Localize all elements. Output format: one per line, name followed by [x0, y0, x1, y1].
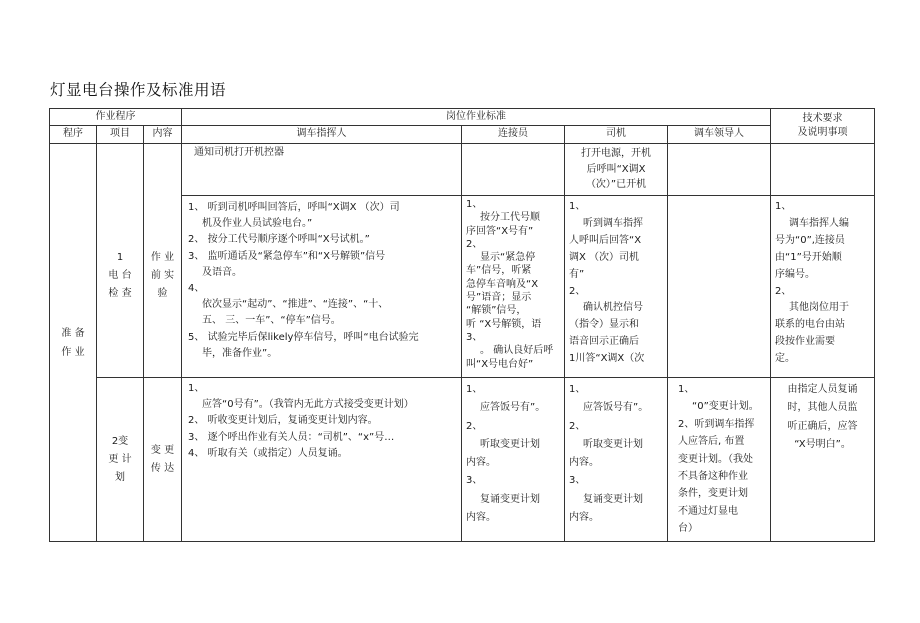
text-line: 1、 — [569, 384, 586, 395]
text-line: 内容。 — [569, 512, 600, 524]
text-line: 按分工代号顺 — [480, 212, 541, 224]
row2-driver — [565, 378, 668, 542]
stage-cell — [50, 144, 97, 542]
row1-dispatcher — [182, 196, 462, 378]
text-line: 台） — [678, 523, 699, 535]
text-line: 机及作业人员试验电台。” — [202, 218, 313, 230]
content-line: 前 实 — [150, 269, 175, 281]
table-row — [50, 144, 875, 196]
text-line: 5、 试验完毕后保likely停车信号，呼叫“电台试验完 — [188, 331, 419, 343]
text-line: 后呼叫“X调X — [586, 163, 646, 175]
text-line: 毕，准备作业”。 — [202, 347, 278, 359]
content-line: 变 更 — [150, 444, 175, 456]
text-line: 依次显示“起动”、“推进”、“连接”、“十、 — [202, 299, 389, 311]
row0-tech — [771, 144, 875, 196]
text-line: 打开电源，开机 — [581, 148, 652, 159]
text-line: 听取变更计划 — [480, 438, 541, 450]
text-line: 车”信号，听紧 — [466, 265, 532, 277]
text-line: 及语音。 — [202, 266, 243, 278]
row2-leader — [668, 378, 771, 542]
header-post-group: 岗位作业标准 — [182, 109, 771, 126]
text-line: “X号明白”。 — [794, 438, 851, 450]
row0-leader — [668, 144, 771, 196]
text-line: 条件，变更计划 — [678, 488, 749, 500]
text-line: 急停车音响及“X — [466, 278, 539, 290]
item-line: 检 查 — [108, 287, 132, 299]
text-line: 复诵变更计划 — [583, 493, 644, 505]
text-line: 由指定人员复诵 — [787, 384, 858, 395]
text-line: 听正确后，应答 — [787, 420, 858, 432]
operation-standard-table — [49, 108, 875, 542]
text-line: 2、 — [569, 285, 586, 297]
text-line: 1、 — [466, 199, 483, 210]
row2-connector — [462, 378, 565, 542]
text-line: 显示“紧急停 — [480, 252, 536, 264]
text-line: 人应答后, 布置 — [678, 436, 745, 448]
text-line: 1、 — [188, 383, 205, 394]
text-line: 复诵变更计划 — [480, 493, 541, 505]
text-line: 通知司机打开机控器 — [194, 147, 285, 158]
item-cell-1 — [97, 144, 144, 378]
text-line: 2、 — [466, 238, 483, 250]
row2-dispatcher — [182, 378, 462, 542]
text-line: （指令）显示和 — [569, 319, 640, 331]
text-line: 定。 — [775, 353, 796, 365]
header-row-1 — [50, 109, 875, 126]
stage-line: 作 业 — [61, 346, 85, 358]
text-line: “解锁”信号， — [466, 305, 527, 317]
header-program: 程序 — [50, 126, 97, 144]
header-content: 内容 — [144, 126, 182, 144]
text-line: 1、 — [466, 384, 483, 395]
text-line: 1、 — [678, 384, 695, 395]
text-line: 其他岗位用于 — [789, 302, 850, 314]
text-line: （次）”已开机 — [585, 179, 647, 190]
text-line: 时，其他人员监 — [787, 402, 858, 414]
text-line: 内容。 — [466, 457, 497, 469]
text-line: 号”语音；显示 — [466, 292, 532, 304]
text-line: 叫“X号电台好” — [466, 358, 534, 370]
text-line: 序编号。 — [775, 268, 816, 280]
content-cell-2 — [144, 378, 182, 542]
item-number: 1 — [116, 251, 124, 263]
text-line: 2、听到调车指挥 — [678, 418, 755, 430]
text-line: “0”变更计划。 — [692, 401, 759, 413]
header-tech-line: 技术要求 — [802, 112, 843, 124]
text-line: 听到调车指挥 — [583, 217, 644, 229]
item-cell-2 — [97, 378, 144, 542]
text-line: 号为“0”,连接员 — [775, 234, 845, 246]
row2-tech — [771, 378, 875, 542]
text-line: 内容。 — [569, 457, 600, 469]
header-connector: 连接员 — [462, 126, 565, 144]
text-line: 内容。 — [466, 512, 497, 524]
header-row-2 — [50, 126, 875, 144]
header-item: 项目 — [97, 126, 144, 144]
content-line: 传 达 — [150, 462, 175, 474]
item-number: 2变 — [111, 435, 129, 447]
text-line: 1、 — [569, 201, 586, 212]
text-line: 有” — [569, 268, 585, 280]
text-line: 应答饭号有”。 — [583, 402, 649, 414]
text-line: 段按作业需要 — [775, 336, 836, 348]
header-driver: 司机 — [565, 126, 668, 144]
text-line: 五、 三、一车”、“停车”信号。 — [202, 315, 341, 327]
header-program-group: 作业程序 — [50, 109, 182, 126]
text-line: 3、 逐个呼出作业有关人员：“司机”、“x”号… — [188, 431, 395, 443]
text-line: 2、 — [569, 420, 586, 432]
text-line: 不具备这种作业 — [678, 471, 749, 483]
text-line: 1川答“X调X（次 — [569, 353, 645, 365]
text-line: 确认机控信号 — [583, 302, 644, 314]
text-line: 2、 — [775, 285, 792, 297]
text-line: 3、 — [466, 475, 483, 487]
text-line: 语音回示正确后 — [569, 336, 640, 348]
text-line: 变更计划。（我处 — [678, 453, 754, 465]
page-title: 灯显电台操作及标准用语 — [50, 81, 227, 99]
text-line: 应答“0号有”。（我管内无此方式接受变更计划） — [202, 399, 414, 411]
row1-leader — [668, 196, 771, 378]
text-line: 由“1”号开始顺 — [775, 251, 842, 263]
text-line: 1、 听到司机呼叫回答后，呼叫“X调X （次）司 — [188, 202, 400, 213]
item-line: 电 台 — [108, 269, 132, 281]
header-dispatcher: 调车指挥人 — [182, 126, 462, 144]
text-line: 。 确认良好后呼 — [480, 345, 554, 357]
text-line: 2、 按分工代号顺序逐个呼叫“X号试机。” — [188, 234, 370, 246]
row1-driver — [565, 196, 668, 378]
text-line: 1、 — [775, 201, 792, 212]
text-line: 联系的电台由站 — [775, 319, 846, 331]
text-line: 2、 — [466, 420, 483, 432]
row0-driver — [565, 144, 668, 196]
row0-connector — [462, 144, 565, 196]
text-line: 调X （次）司机 — [569, 251, 640, 263]
text-line: 不通过灯显电 — [678, 505, 739, 517]
content-cell-1 — [144, 144, 182, 378]
item-line: 更 计 — [108, 453, 132, 465]
row1-tech — [771, 196, 875, 378]
text-line: 调车指挥人编 — [789, 217, 850, 229]
text-line: 3、 — [569, 475, 586, 487]
content-line: 作 业 — [150, 251, 175, 263]
item-line: 划 — [115, 471, 125, 483]
stage-line: 准 备 — [61, 327, 85, 339]
content-line: 验 — [157, 287, 168, 299]
text-line: 4、 听取有关（或指定）人员复诵。 — [188, 447, 348, 459]
header-tech-line: 及说明事项 — [797, 127, 848, 138]
text-line: 序回答“X号有” — [466, 225, 534, 237]
text-line: 3、 监听通话及“紧急停车”和“X号解锁”信号 — [188, 250, 386, 262]
row1-connector — [462, 196, 565, 378]
table-row — [50, 378, 875, 542]
row0-dispatcher — [182, 144, 462, 196]
text-line: 听 “X号解锁，语 — [466, 318, 542, 330]
header-tech-requirements — [771, 109, 875, 144]
header-leader: 调车领导人 — [668, 126, 771, 144]
text-line: 2、 听收变更计划后，复诵变更计划内容。 — [188, 415, 378, 427]
text-line: 4、 — [188, 283, 205, 295]
text-line: 应答饭号有”。 — [480, 402, 546, 414]
text-line: 听取变更计划 — [583, 438, 644, 450]
text-line: 3、 — [466, 331, 483, 343]
text-line: 人呼叫后回答“X — [569, 234, 642, 246]
